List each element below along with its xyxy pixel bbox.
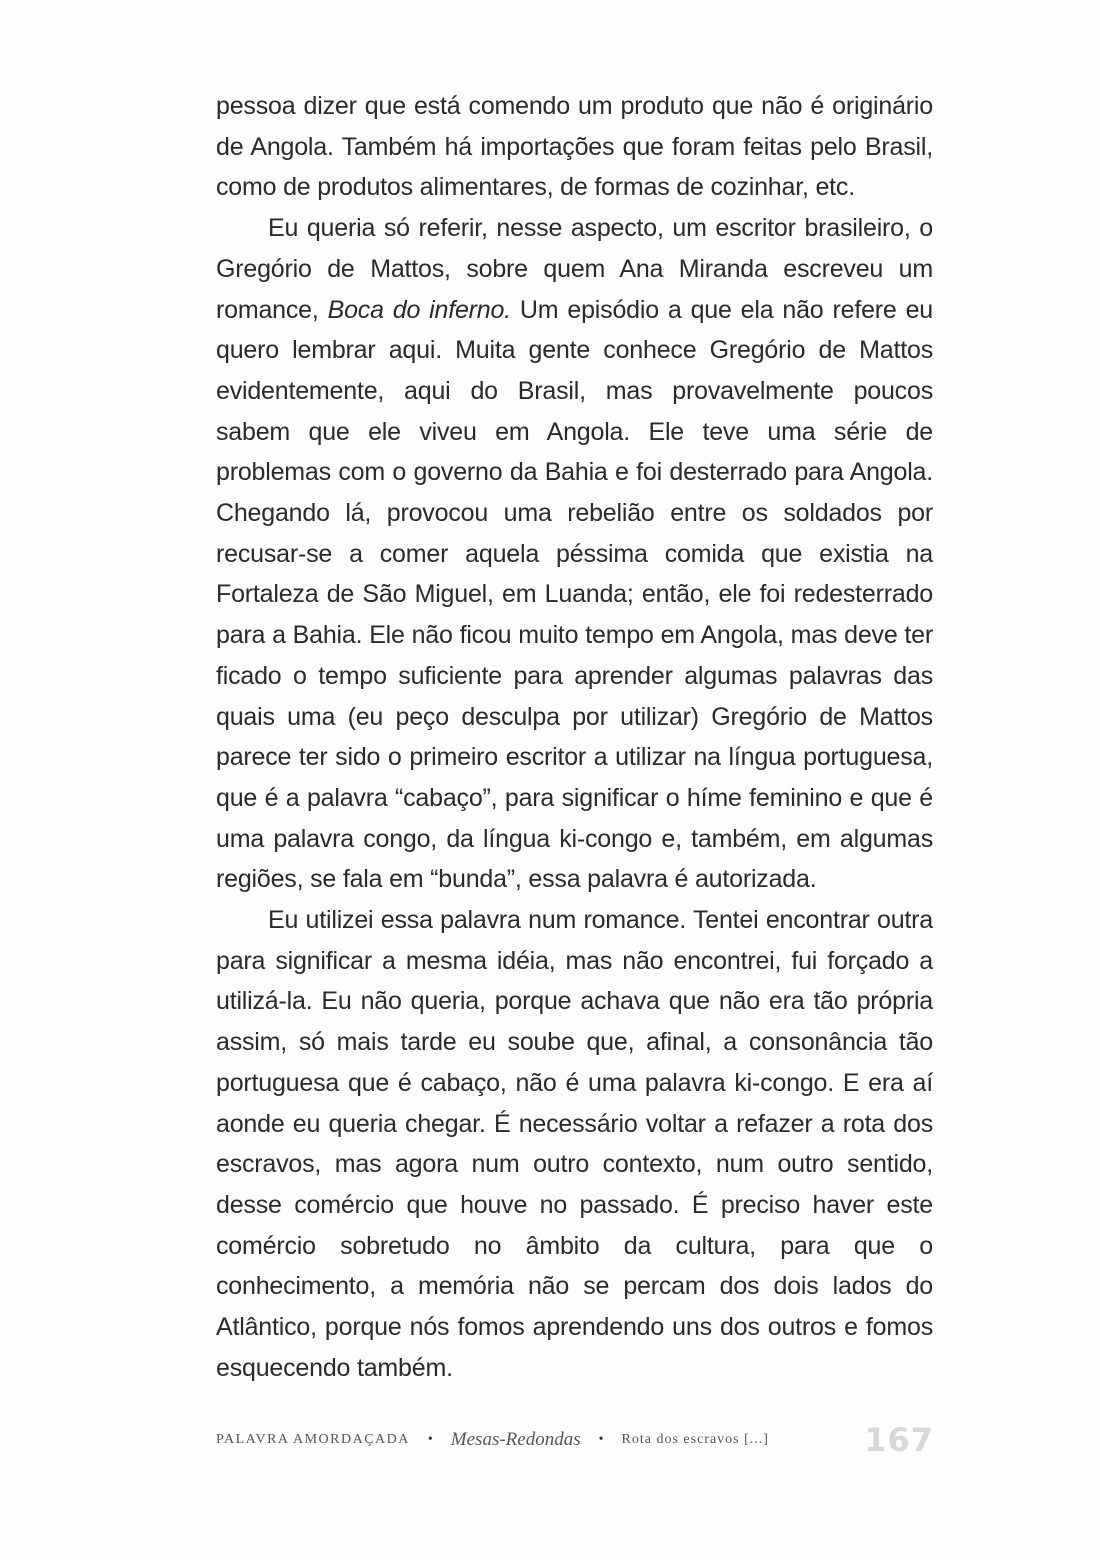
paragraph-3: Eu utilizei essa palavra num romance. Tentei encontrar outra para significar a mesma idéia, mas não encontrei, fui forçado a utilizá-la. Eu não queria, porque achava que não era tão própria assim, só mais tarde eu soube que, afinal, a consonância tão portuguesa que é cabaço, não é uma palavra ki-congo. E era aí aonde eu queria chegar. É necessário voltar a refazer a rota dos escravos, mas agora num outro contexto, num outro sentido, desse comércio que houve no passado. É preciso haver este comércio sobretudo no âmbito da cultura, para que o conhecimento, a memória não se percam dos dois lados do Atlântico, porque nós fomos aprendendo uns dos outros e fomos esquecendo também. — [216, 906, 933, 1382]
book-title-italic: Boca do inferno. — [327, 295, 511, 324]
running-footer — [216, 1418, 934, 1462]
paragraph-2 — [216, 208, 933, 900]
footer-book-title: PALAVRA AMORDAÇADA — [216, 1432, 410, 1447]
paragraph-1: pessoa dizer que está comendo um produto que não é originário de Angola. Também há importações que foram feitas pelo Brasil, como de produtos alimentares, de formas de cozinhar, etc. — [216, 92, 933, 202]
footer-separator-1: • — [427, 1432, 433, 1447]
body-text — [216, 86, 933, 1389]
paragraph-2-start: Eu queria só referir, nesse aspecto, um escritor brasileiro, o Gregório de Mattos, sobre quem Ana Miranda escreveu um romance, — [216, 214, 933, 324]
footer-chapter: Rota dos escravos [...] — [621, 1432, 769, 1447]
footer-separator-2: • — [598, 1432, 604, 1447]
footer-section: Mesas-Redondas — [450, 1429, 581, 1450]
page-number: 167 — [864, 1421, 934, 1459]
paragraph-2-rest: Um episódio a que ela não refere eu quero lembrar aqui. Muita gente conhece Gregório de Mattos evidentemente, aqui do Brasil, mas provavelmente poucos sabem que ele viveu em Angola. Ele teve uma série de problemas com o governo da Bahia e foi desterrado para Angola. Chegando lá, provocou uma rebelião entre os soldados por recusar-se a comer aquela péssima comida que existia na Fortaleza de São Miguel, em Luanda; então, ele foi redesterrado para a Bahia. Ele não ficou muito tempo em Angola, mas deve ter ficado o tempo suficiente para aprender algumas palavras das quais uma (eu peço desculpa por utilizar) Gregório de Mattos parece ter sido o primeiro escritor a utilizar na língua portuguesa, que é a palavra “cabaço”, para significar o híme feminino e que é uma palavra congo, da língua ki-congo e, também, em algumas regiões, se fala em “bunda”, essa palavra é autorizada. — [216, 295, 933, 894]
